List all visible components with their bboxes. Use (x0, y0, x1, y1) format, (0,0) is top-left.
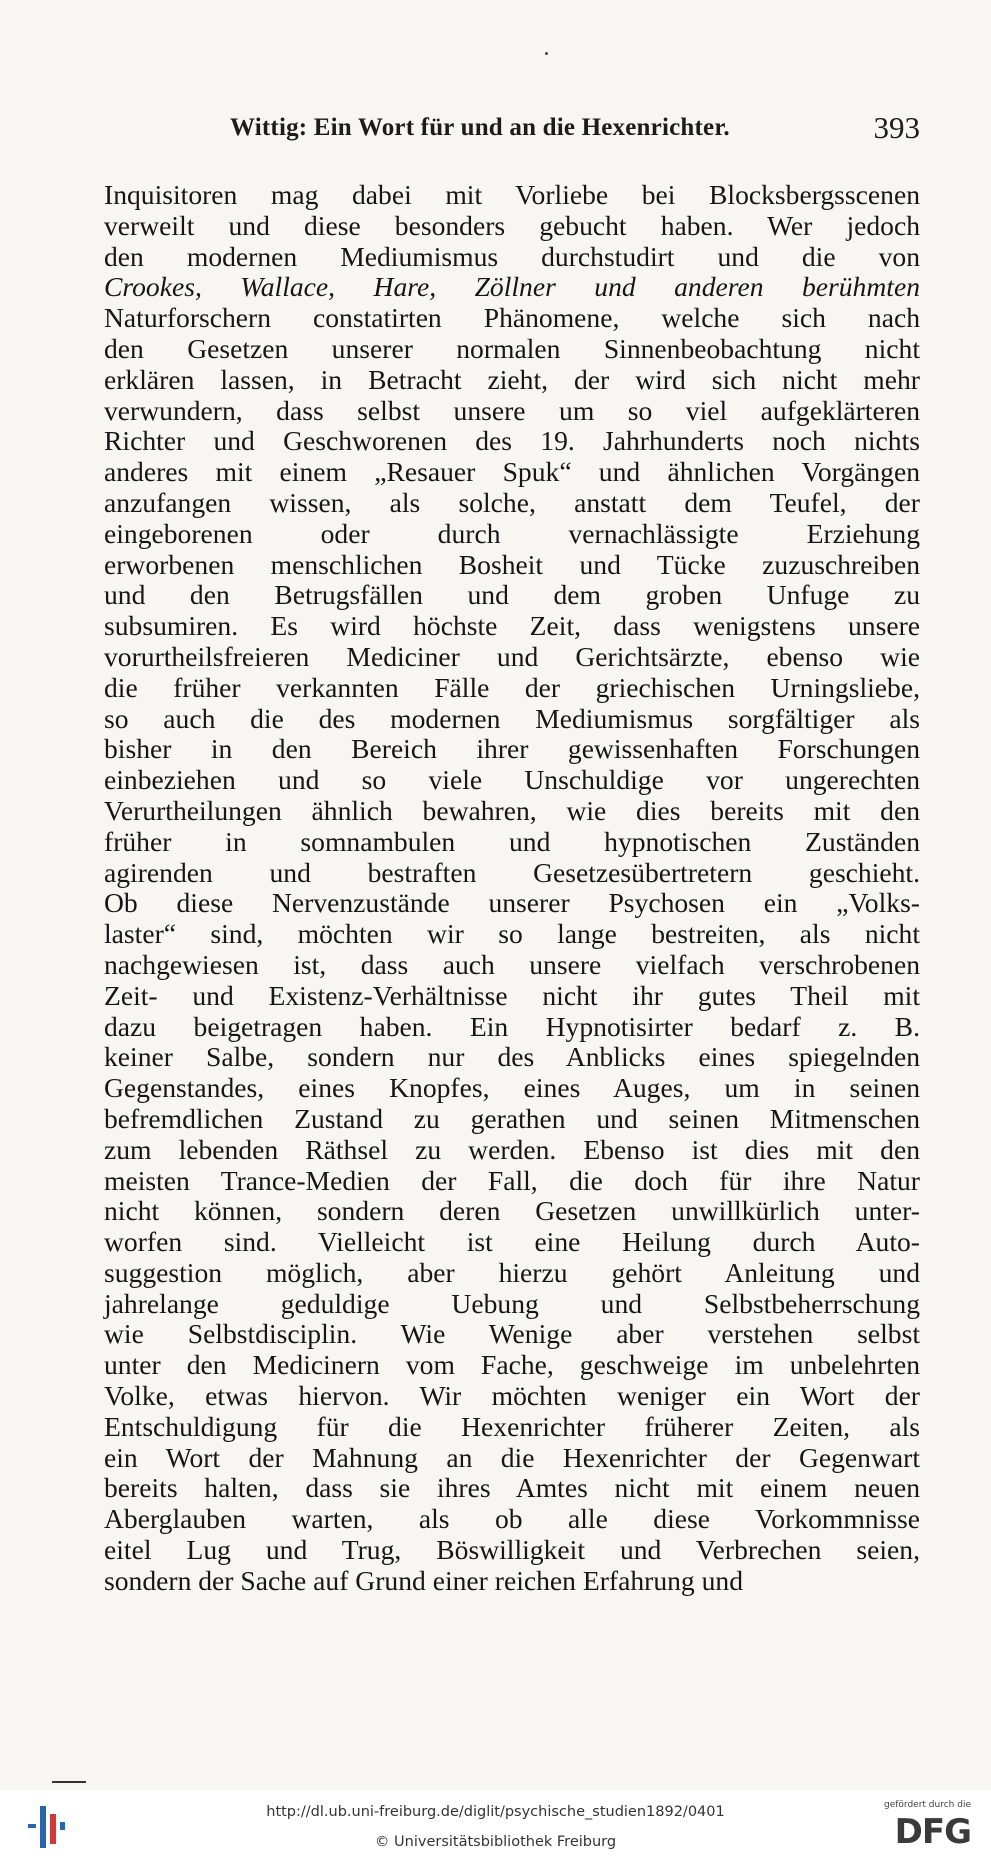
text-line: agirenden und bestraften Gesetzesübertretern geschieht. (104, 856, 920, 888)
copyright-notice: © Universitätsbibliothek Freiburg (374, 1834, 617, 1850)
text-line: Naturforschern constatirten Phänomene, welche sich nach (104, 302, 920, 334)
text-line: erworbenen menschlichen Bosheit und Tücke zuzuschreiben (104, 548, 920, 580)
text-line: sondern der Sache auf Grund einer reichen Erfahrung und (104, 1564, 743, 1596)
text-line: befremdlichen Zustand zu gerathen und seinen Mitmenschen (104, 1102, 920, 1134)
body-text (104, 180, 920, 1597)
funding-caption: gefördert durch die (884, 1800, 971, 1810)
text-line: Richter und Geschworenen des 19. Jahrhunderts noch nichts (104, 425, 920, 457)
text-line: subsumiren. Es wird höchste Zeit, dass wenigstens unsere (104, 610, 920, 642)
text-line: früher in somnambulen und hypnotischen Zuständen (104, 825, 920, 857)
text-line: dazu beigetragen haben. Ein Hypnotisirter bedarf z. B. (104, 1010, 920, 1042)
text-line: anderes mit einem „Resauer Spuk“ und ähnlichen Vorgängen (104, 456, 920, 488)
text-line: und den Betrugsfällen und dem groben Unfuge zu (104, 579, 920, 611)
text-line: zum lebenden Räthsel zu werden. Ebenso ist dies mit den (104, 1133, 920, 1165)
source-url[interactable]: http://dl.ub.uni-freiburg.de/diglit/psychische_studien1892/0401 (266, 1804, 725, 1820)
text-line: den modernen Mediumismus durchstudirt und die von (104, 240, 920, 272)
text-line: bisher in den Bereich ihrer gewissenhaften Forschungen (104, 733, 920, 765)
repository-footer (0, 1790, 991, 1862)
text-line: worfen sind. Vielleicht ist eine Heilung durch Auto- (104, 1226, 920, 1258)
page-number: 393 (873, 110, 920, 145)
text-line: Inquisitoren mag dabei mit Vorliebe bei Blocksbergsscenen (104, 179, 920, 210)
text-line: unter den Medicinern vom Fache, geschweige im unbelehrten (104, 1349, 920, 1381)
text-line: keiner Salbe, sondern nur des Anblicks eines spiegelnden (104, 1041, 920, 1073)
text-line: suggestion möglich, aber hierzu gehört Anleitung und (104, 1256, 920, 1288)
text-line: die früher verkannten Fälle der griechischen Urningsliebe, (104, 671, 920, 703)
text-line: anzufangen wissen, als solche, anstatt dem Teufel, der (104, 486, 920, 518)
text-line: meisten Trance-Medien der Fall, die doch für ihre Natur (104, 1164, 920, 1196)
text-line: Volke, etwas hiervon. Wir möchten weniger ein Wort der (104, 1380, 920, 1412)
text-line: jahrelange geduldige Uebung und Selbstbeherrschung (104, 1287, 920, 1319)
text-line: laster“ sind, möchten wir so lange bestreiten, als nicht (104, 918, 920, 950)
text-line: ein Wort der Mahnung an die Hexenrichter der Gegenwart (104, 1441, 920, 1473)
text-line: verweilt und diese besonders gebucht haben. Wer jedoch (104, 209, 920, 241)
footnote-rule (52, 1781, 86, 1783)
text-line: nicht können, sondern deren Gesetzen unwillkürlich unter- (104, 1195, 920, 1227)
text-line: einbeziehen und so viele Unschuldige vor ungerechten (104, 764, 920, 796)
text-line: so auch die des modernen Mediumismus sorgfältiger als (104, 702, 920, 734)
text-line: verwundern, dass selbst unsere um so viel aufgeklärteren (104, 394, 920, 426)
text-line: Verurtheilungen ähnlich bewahren, wie dies bereits mit den (104, 794, 920, 826)
text-line: Gegenstandes, eines Knopfes, eines Auges, um in seinen (104, 1072, 920, 1104)
text-line: Zeit- und Existenz-Verhältnisse nicht ihr gutes Theil mit (104, 979, 920, 1011)
text-line: Entschuldigung für die Hexenrichter früherer Zeiten, als (104, 1410, 920, 1442)
text-line: bereits halten, dass sie ihres Amtes nicht mit einem neuen (104, 1472, 920, 1504)
text-line: vorurtheilsfreieren Mediciner und Gerichtsärzte, ebenso wie (104, 640, 920, 672)
text-line: eitel Lug und Trug, Böswilligkeit und Verbrechen seien, (104, 1534, 920, 1566)
page-header (104, 108, 920, 152)
text-line: nachgewiesen ist, dass auch unsere vielfach verschrobenen (104, 948, 920, 980)
speck-mark (545, 52, 548, 55)
text-line: Crookes, Wallace, Hare, Zöllner und anderen berühmten (104, 271, 920, 303)
text-line: wie Selbstdisciplin. Wie Wenige aber verstehen selbst (104, 1318, 920, 1350)
text-line: erklären lassen, in Betracht zieht, der wird sich nicht mehr (104, 363, 920, 395)
dfg-logo: DFG (894, 1812, 971, 1852)
text-line: eingeborenen oder durch vernachlässigte Erziehung (104, 517, 920, 549)
running-title: Wittig: Ein Wort für und an die Hexenrichter. (230, 114, 730, 141)
text-line: den Gesetzen unserer normalen Sinnenbeobachtung nicht (104, 332, 920, 364)
text-line: Aberglauben warten, als ob alle diese Vorkommnisse (104, 1503, 920, 1535)
text-line: Ob diese Nervenzustände unserer Psychosen ein „Volks- (104, 887, 920, 919)
